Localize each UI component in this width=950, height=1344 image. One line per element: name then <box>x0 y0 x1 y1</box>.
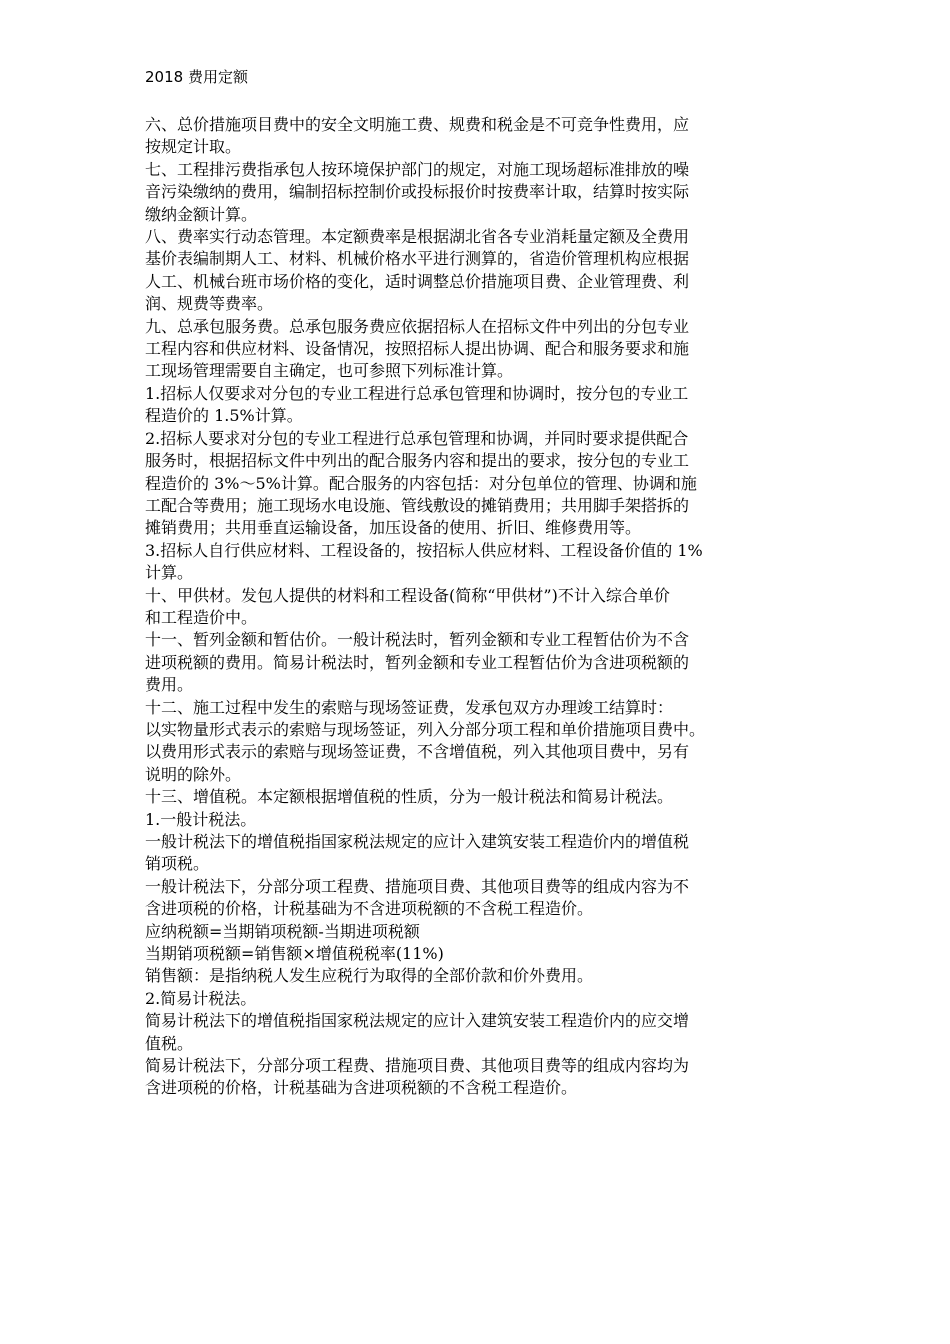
paragraph-7: 七、工程排污费指承包人按环境保护部门的规定，对施工现场超标准排放的噪 音污染缴纳的费用，编制招标控制价或投标报价时按费率计取，结算时按实际 缴纳金额计算。 <box>145 159 690 224</box>
paragraph-13-item-1: 1.一般计税法。 <box>145 809 257 829</box>
paragraph-12-cost: 以费用形式表示的索赔与现场签证费，不含增值税，列入其他项目费中，另有 说明的除外。 <box>145 742 690 784</box>
paragraph-11: 十一、暂列金额和暂估价。一般计税法时，暂列金额和专业工程暂估价为不含 进项税额的费用。简易计税法时，暂列金额和专业工程暂估价为含进项税额的 费用。 <box>145 630 690 695</box>
paragraph-10: 十、甲供材。发包人提供的材料和工程设备(简称“甲供材”)不计入综合单价 和工程造价中。 <box>145 585 670 627</box>
paragraph-6: 六、总价措施项目费中的安全文明施工费、规费和税金是不可竞争性费用，应 按规定计取。 <box>145 115 690 157</box>
sales-definition: 销售额：是指纳税人发生应税行为取得的全部价款和价外费用。 <box>145 966 594 986</box>
paragraph-9-item-2: 2.招标人要求对分包的专业工程进行总承包管理和协调，并同时要求提供配合 服务时，根据招标文件中列出的配合服务内容和提出的要求，按分包的专业工 程造价的 3%～5%计算。配合服务的内容包括：对分包单位的管理、协调和施 工配合等费用；施工现场水电设施、管线敷设的摊销费用；共用脚手架搭拆的 摊销费用；共用垂直运输设备，加压设备的使用、折旧、维修费用等。 <box>145 428 697 538</box>
general-tax-definition: 一般计税法下的增值税指国家税法规定的应计入建筑安装工程造价内的增值税 销项税。 <box>145 832 690 874</box>
document-body <box>145 114 825 1100</box>
paragraph-9-item-3: 3.招标人自行供应材料、工程设备的，按招标人供应材料、工程设备价值的 1% 计算。 <box>145 540 703 583</box>
paragraph-13-item-2: 2.简易计税法。 <box>145 988 257 1008</box>
simple-tax-basis: 简易计税法下，分部分项工程费、措施项目费、其他项目费等的组成内容均为 含进项税的价格，计税基础为含进项税额的不含税工程造价。 <box>145 1056 690 1098</box>
paragraph-13: 十三、增值税。本定额根据增值税的性质，分为一般计税法和简易计税法。 <box>145 787 674 807</box>
paragraph-12: 十二、施工过程中发生的索赔与现场签证费，发承包双方办理竣工结算时： <box>145 697 674 717</box>
simple-tax-definition: 简易计税法下的增值税指国家税法规定的应计入建筑安装工程造价内的应交增 值税。 <box>145 1011 690 1053</box>
paragraph-9-item-1: 1.招标人仅要求对分包的专业工程进行总承包管理和协调时，按分包的专业工 程造价的 1.5%计算。 <box>145 383 689 426</box>
running-header: 2018 费用定额 <box>145 68 248 86</box>
paragraph-12-physical: 以实物量形式表示的索赔与现场签证，列入分部分项工程和单价措施项目费中。 <box>145 719 706 739</box>
formula-tax-payable: 应纳税额=当期销项税额-当期进项税额 <box>145 921 420 941</box>
paragraph-8: 八、费率实行动态管理。本定额费率是根据湖北省各专业消耗量定额及全费用 基价表编制期人工、材料、机械价格水平进行测算的，省造价管理机构应根据 人工、机械台班市场价格的变化，适时调整总价措施项目费、企业管理费、利 润、规费等费率。 <box>145 227 690 314</box>
paragraph-9: 九、总承包服务费。总承包服务费应依据招标人在招标文件中列出的分包专业 工程内容和供应材料、设备情况，按照招标人提出协调、配合和服务要求和施 工现场管理需要自主确定，也可参照下列标准计算。 <box>145 316 690 381</box>
general-tax-basis: 一般计税法下，分部分项工程费、措施项目费、其他项目费等的组成内容为不 含进项税的价格，计税基础为不含进项税额的不含税工程造价。 <box>145 876 690 919</box>
formula-output-tax: 当期销项税额=销售额×增值税税率(11%) <box>145 944 444 964</box>
